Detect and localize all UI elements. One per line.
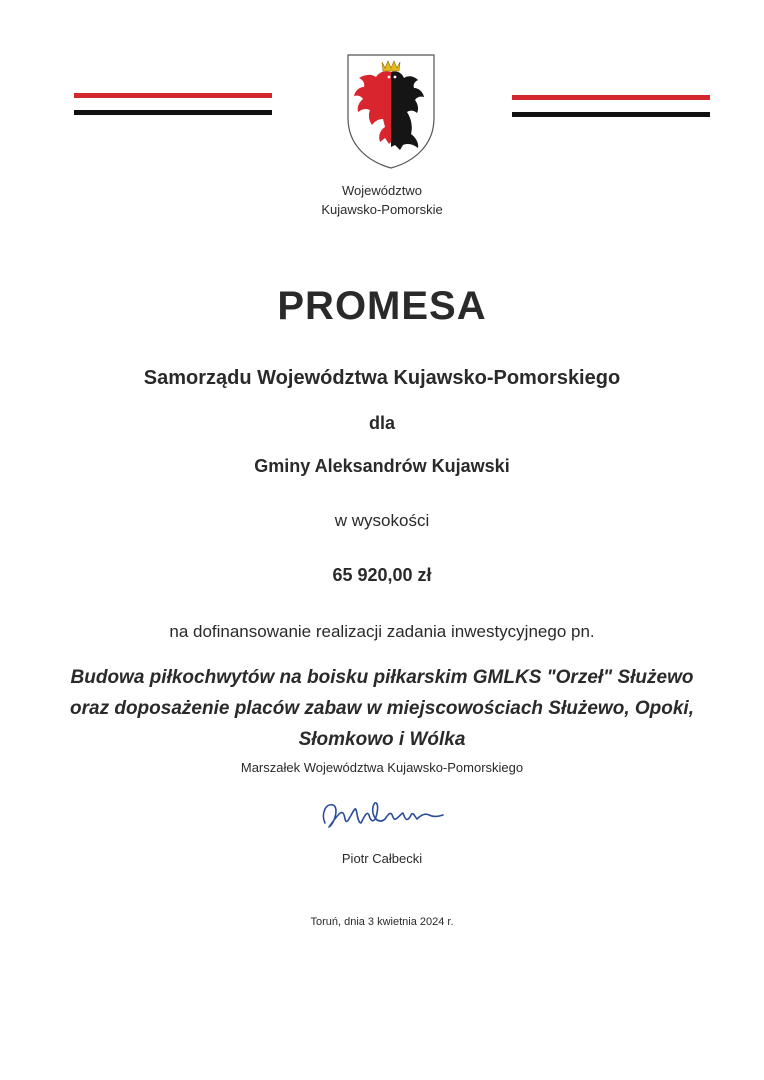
flag-stripe-black-left: [74, 110, 272, 115]
amount-value: 65 920,00 zł: [332, 565, 432, 585]
flag-stripe-red-left: [74, 93, 272, 98]
project-title: [40, 662, 724, 755]
project-title-line1: Budowa piłkochwytów na boisku piłkarskim GMLKS "Orzeł" Służewo: [70, 667, 694, 688]
purpose-intro: na dofinansowanie realizacji zadania inwestycyjnego pn.: [169, 622, 595, 641]
project-title-line3: Słomkowo i Wólka: [298, 729, 466, 750]
region-name-line1: Województwo: [342, 183, 422, 198]
flag-stripe-black-right: [512, 112, 710, 117]
place-and-date: Toruń, dnia 3 kwietnia 2024 r.: [310, 916, 454, 928]
for-word: dla: [368, 413, 395, 433]
flag-stripe-red-right: [512, 95, 710, 100]
project-title-line2: oraz doposażenie placów zabaw w miejscowościach Służewo, Opoki,: [70, 698, 694, 719]
recipient-name: Gminy Aleksandrów Kujawski: [254, 456, 510, 476]
handwritten-signature: [315, 793, 455, 837]
region-name: [0, 181, 764, 219]
coat-of-arms-icon: [345, 52, 437, 170]
region-name-line2: Kujawsko-Pomorskie: [321, 202, 443, 217]
issuer-name: Samorządu Województwa Kujawsko-Pomorskiego: [143, 367, 621, 389]
document-title: PROMESA: [277, 284, 487, 328]
signatory-name: Piotr Całbecki: [341, 851, 423, 866]
signatory-role: Marszałek Województwa Kujawsko-Pomorskiego: [240, 760, 524, 775]
amount-label: w wysokości: [334, 511, 430, 530]
